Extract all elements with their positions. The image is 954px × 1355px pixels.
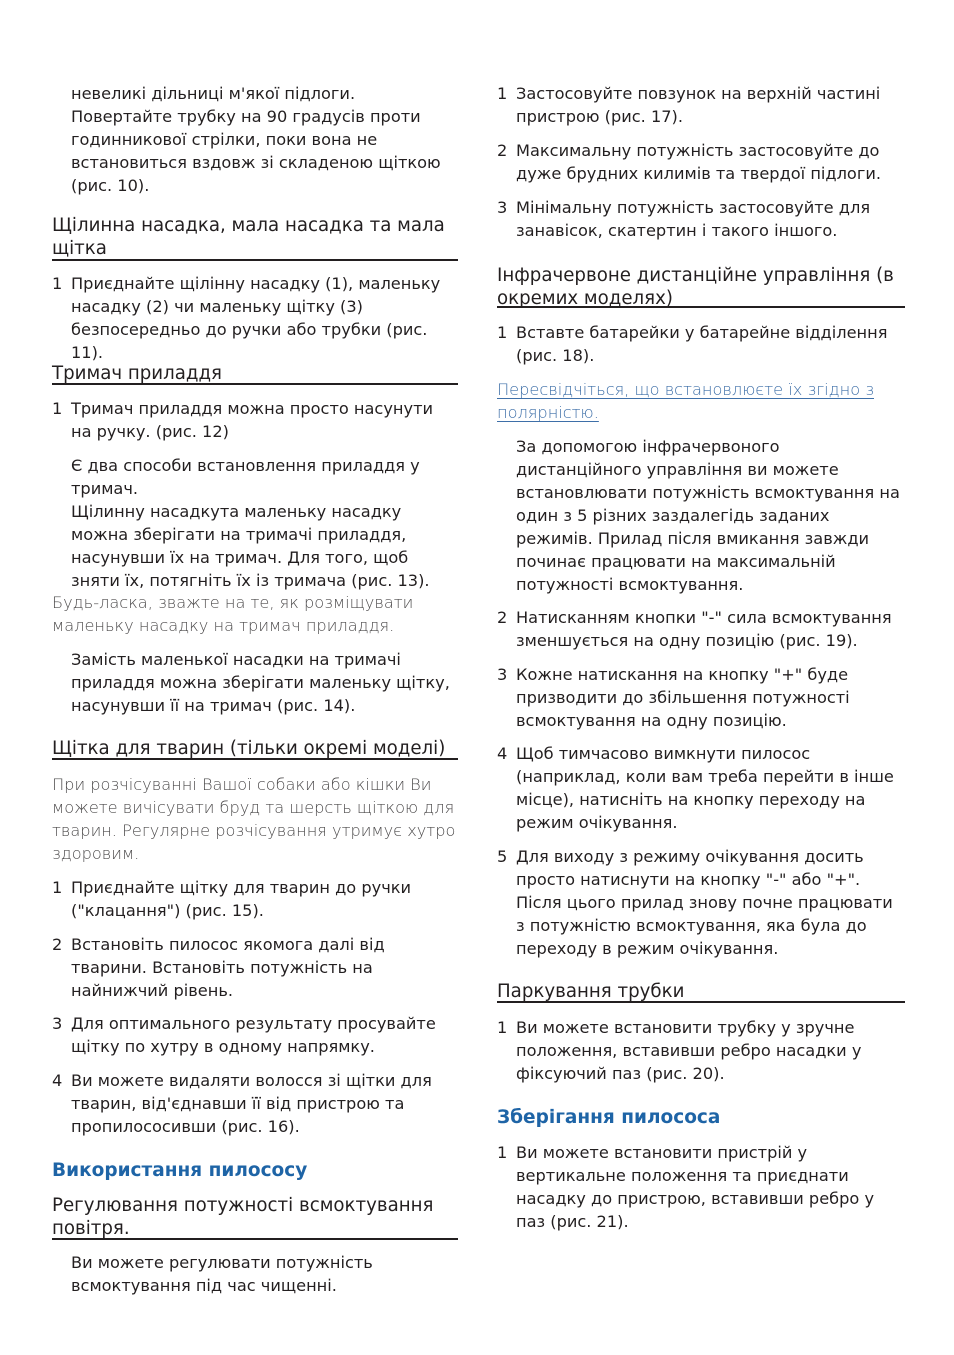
list-number: 3 (497, 665, 508, 684)
list-item: Тримач приладдя можна просто насунути на ручку. (рис. 12) (71, 399, 434, 441)
list-number: 1 (497, 1143, 508, 1162)
subsection-title: Інфрачервоне дистанційне управління (в окремих моделях) (497, 265, 894, 309)
list-item: Для оптимального результату просувайте щітку по хутру в одному напрямку. (71, 1014, 436, 1056)
paragraph: Замість маленької насадки на тримачі приладдя можна зберігати маленьку щітку, насунувши її на тримач (рис. 14). (71, 650, 450, 715)
list-number: 4 (52, 1071, 63, 1090)
section-rule (52, 758, 458, 760)
list-item: Ви можете видаляти волосся зі щітки для тварин, від'єднавши її від пристрою та пропилососивши (рис. 16). (71, 1071, 432, 1136)
list-number: 2 (497, 608, 508, 627)
list-item: Приєднайте щітку для тварин до ручки ("клацання") (рис. 15). (71, 878, 412, 920)
list-item: Вставте батарейки у батарейне відділення (рис. 18). (516, 323, 888, 365)
list-number: 1 (52, 274, 63, 293)
section-rule (52, 1238, 458, 1240)
subsection-title: Регулювання потужності всмоктування повітря. (52, 1195, 434, 1239)
paragraph: Ви можете регулювати потужність всмоктування під час чищенні. (71, 1253, 373, 1295)
list-number: 1 (497, 84, 508, 103)
subsection-title: Тримач приладдя (52, 363, 222, 384)
list-item: Ви можете встановити пристрій у вертикальне положення та приєднати насадку до пристрою, вставивши ребро у паз (рис. 21). (516, 1143, 875, 1231)
list-number: 1 (497, 1018, 508, 1037)
list-item: Ви можете встановити трубку у зручне положення, вставивши ребро насадки у фіксуючий паз (рис. 20). (516, 1018, 862, 1083)
list-number: 2 (52, 935, 63, 954)
subsection-title: Щілинна насадка, мала насадка та мала щітка (52, 215, 445, 259)
list-number: 1 (52, 878, 63, 897)
list-number: 3 (497, 198, 508, 217)
list-number: 4 (497, 744, 508, 763)
section-rule (52, 383, 458, 385)
paragraph: Є два способи встановлення приладдя у тримач. Щілинну насадкута маленьку насадку можна зберігати на тримачі приладдя, насунувши їх на тримач. Для того, щоб зняти їх, потягніть їх із тримача (рис. 13). (71, 456, 430, 590)
list-item: Приєднайте щілінну насадку (1), маленьку насадку (2) чи маленьку щітку (3) безпосередньо до ручки або трубки (рис. 11). (71, 274, 441, 362)
note: Пересвідчіться, що встановлюєте їх згідно з полярністю. (497, 380, 874, 422)
section-heading: Зберігання пилососа (497, 1107, 721, 1128)
note: Будь-ласка, зважте на те, як розміщувати маленьку насадку на тримач приладдя. (52, 593, 414, 635)
list-item: Встановіть пилосос якомога далі від тварини. Встановіть потужність на найнижчий рівень. (71, 935, 385, 1000)
list-item: Щоб тимчасово вимкнути пилосос (наприклад, коли вам треба перейти в інше місце), натисніть на кнопку переходу на режим очікування. (516, 744, 894, 832)
paragraph: За допомогою інфрачервоного дистанційного управління ви можете встановлювати потужність всмоктування на один з 5 різних заздалегідь заданих режимів. Прилад після вмикання завжди починає працювати на максимальній потужності всмоктування. (516, 437, 900, 594)
list-item: Кожне натискання на кнопку "+" буде призводити до збільшення потужності всмоктування на одну позицію. (516, 665, 850, 730)
section-heading: Використання пилососу (52, 1160, 308, 1181)
list-number: 5 (497, 847, 508, 866)
list-number: 2 (497, 141, 508, 160)
section-rule (497, 306, 905, 308)
list-item: Мінімальну потужність застосовуйте для занавісок, скатертин і такого іншого. (516, 198, 871, 240)
subsection-title: Паркування трубки (497, 981, 685, 1002)
section-rule (52, 259, 458, 261)
list-number: 1 (52, 399, 63, 418)
list-item: Натисканням кнопки "-" сила всмоктування зменшується на одну позицію (рис. 19). (516, 608, 892, 650)
paragraph: невеликі дільниці м'якої підлоги. Повертайте трубку на 90 градусів проти годинникової стрілки, поки вона не встановиться вздовж зі складеною щіткою (рис. 10). (71, 84, 441, 195)
list-number: 3 (52, 1014, 63, 1033)
subsection-title: Щітка для тварин (тільки окремі моделі) (52, 738, 446, 759)
list-item: Для виходу з режиму очікування досить просто натиснути на кнопку "-" або "+". Після цього прилад знову почне працювати з потужністю всмоктування, яка була до переходу в режим очікування. (516, 847, 893, 958)
section-rule (497, 1001, 905, 1003)
paragraph: При розчісуванні Вашої собаки або кішки Ви можете вичісувати бруд та шерсть щіткою для тварин. Регулярне розчісування утримує хутро здоровим. (52, 775, 456, 863)
list-item: Максимальну потужність застосовуйте до дуже брудних килимів та твердої підлоги. (516, 141, 882, 183)
list-item: Застосовуйте повзунок на верхній частині пристрою (рис. 17). (516, 84, 881, 126)
list-number: 1 (497, 323, 508, 342)
